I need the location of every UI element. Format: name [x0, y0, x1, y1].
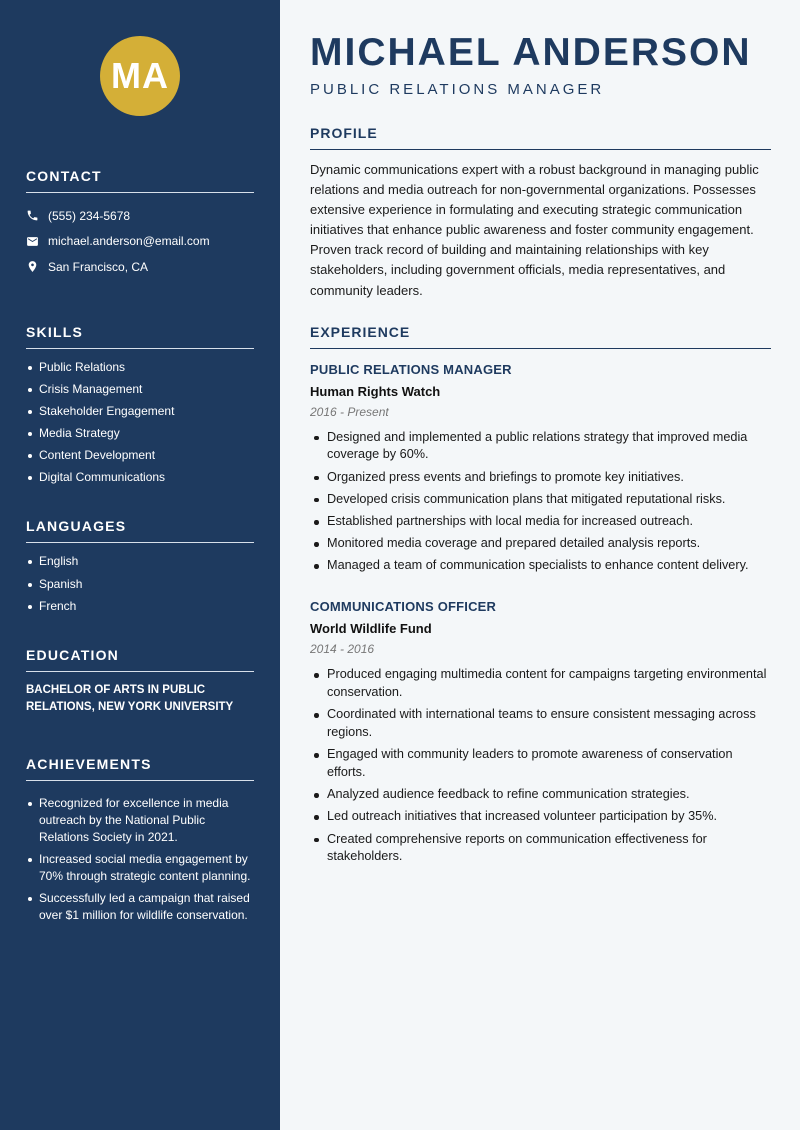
- contact-section: [26, 168, 254, 280]
- achievements-section: [26, 756, 254, 924]
- language-item: French: [26, 598, 254, 615]
- phone-text: (555) 234-5678: [48, 208, 131, 223]
- achievement-item: Increased social media engagement by 70% through strategic content planning.: [26, 851, 254, 885]
- skill-item: Digital Communications: [26, 469, 254, 486]
- job-bullets: [310, 429, 771, 576]
- job-bullet: Developed crisis communication plans that mitigated reputational risks.: [310, 491, 771, 509]
- job-bullet: Established partnerships with local media for increased outreach.: [310, 513, 771, 531]
- job-title: COMMUNICATIONS OFFICER: [310, 599, 497, 615]
- contact-email: [26, 229, 254, 255]
- main-content: [310, 0, 771, 871]
- skills-heading: SKILLS: [26, 324, 254, 349]
- job-bullet: Analyzed audience feedback to refine communication strategies.: [310, 786, 771, 804]
- language-item: Spanish: [26, 576, 254, 593]
- job-bullet: Organized press events and briefings to promote key initiatives.: [310, 469, 771, 487]
- skill-item: Content Development: [26, 447, 254, 464]
- job-bullets: [310, 666, 771, 866]
- skill-item: Media Strategy: [26, 425, 254, 442]
- profile-section: [310, 125, 771, 301]
- job-dates: 2016 - Present: [310, 404, 389, 419]
- language-item: English: [26, 553, 254, 570]
- sidebar: [0, 0, 280, 1130]
- contact-phone: [26, 203, 254, 229]
- job-bullet: Coordinated with international teams to ensure consistent messaging across regions.: [310, 706, 771, 742]
- profile-text: Dynamic communications expert with a robust background in managing public relations and media outreach for non-governmental organizations. Possesses extensive experience in formulating and executing strategic communication initiatives that enhance public awareness and foster community engagement. Proven track record of building and maintaining relationships with key stakeholders, including government officials, media representatives, and community leaders.: [310, 162, 759, 298]
- skill-item: Public Relations: [26, 359, 254, 376]
- education-heading: EDUCATION: [26, 647, 254, 672]
- job-bullet: Designed and implemented a public relations strategy that improved media coverage by 60%.: [310, 429, 771, 465]
- email-text: michael.anderson@email.com: [48, 234, 210, 249]
- achievements-list: [26, 795, 254, 924]
- email-icon: [26, 235, 39, 248]
- skills-section: [26, 324, 254, 487]
- job-dates: 2014 - 2016: [310, 642, 375, 657]
- job-company: World Wildlife Fund: [310, 621, 432, 637]
- job-bullet: Engaged with community leaders to promote awareness of conservation efforts.: [310, 746, 771, 782]
- languages-section: [26, 518, 254, 614]
- profile-heading: PROFILE: [310, 125, 771, 150]
- job-entry: [310, 362, 771, 576]
- skill-item: Crisis Management: [26, 381, 254, 398]
- skill-item: Stakeholder Engagement: [26, 403, 254, 420]
- location-text: San Francisco, CA: [48, 259, 149, 274]
- job-title: PUBLIC RELATIONS MANAGER: [310, 361, 512, 377]
- education-degree: BACHELOR OF ARTS IN PUBLIC RELATIONS, NEW YORK UNIVERSITY: [26, 683, 234, 713]
- job-bullet: Monitored media coverage and prepared detailed analysis reports.: [310, 535, 771, 553]
- achievement-item: Recognized for excellence in media outreach by the National Public Relations Society in 2021.: [26, 795, 254, 846]
- education-section: [26, 647, 254, 716]
- candidate-title: PUBLIC RELATIONS MANAGER: [310, 81, 605, 98]
- job-bullet: Managed a team of communication specialists to enhance content delivery.: [310, 557, 771, 575]
- achievements-heading: ACHIEVEMENTS: [26, 756, 254, 781]
- job-bullet: Produced engaging multimedia content for campaigns targeting environmental conservation.: [310, 666, 771, 702]
- languages-list: [26, 553, 254, 614]
- location-pin-icon: [26, 260, 39, 273]
- candidate-name: MICHAEL ANDERSON: [310, 31, 752, 74]
- job-company: Human Rights Watch: [310, 383, 441, 399]
- achievement-item: Successfully led a campaign that raised over $1 million for wildlife conservation.: [26, 890, 254, 924]
- job-bullet: Led outreach initiatives that increased volunteer participation by 35%.: [310, 808, 771, 826]
- contact-location: [26, 254, 254, 280]
- experience-heading: EXPERIENCE: [310, 324, 771, 349]
- phone-icon: [26, 209, 39, 222]
- job-bullet: Created comprehensive reports on communication effectiveness for stakeholders.: [310, 831, 771, 867]
- contact-heading: CONTACT: [26, 168, 254, 193]
- job-entry: [310, 599, 771, 866]
- avatar-initials: MA: [100, 36, 180, 116]
- languages-heading: LANGUAGES: [26, 518, 254, 543]
- skills-list: [26, 359, 254, 487]
- experience-section: [310, 324, 771, 866]
